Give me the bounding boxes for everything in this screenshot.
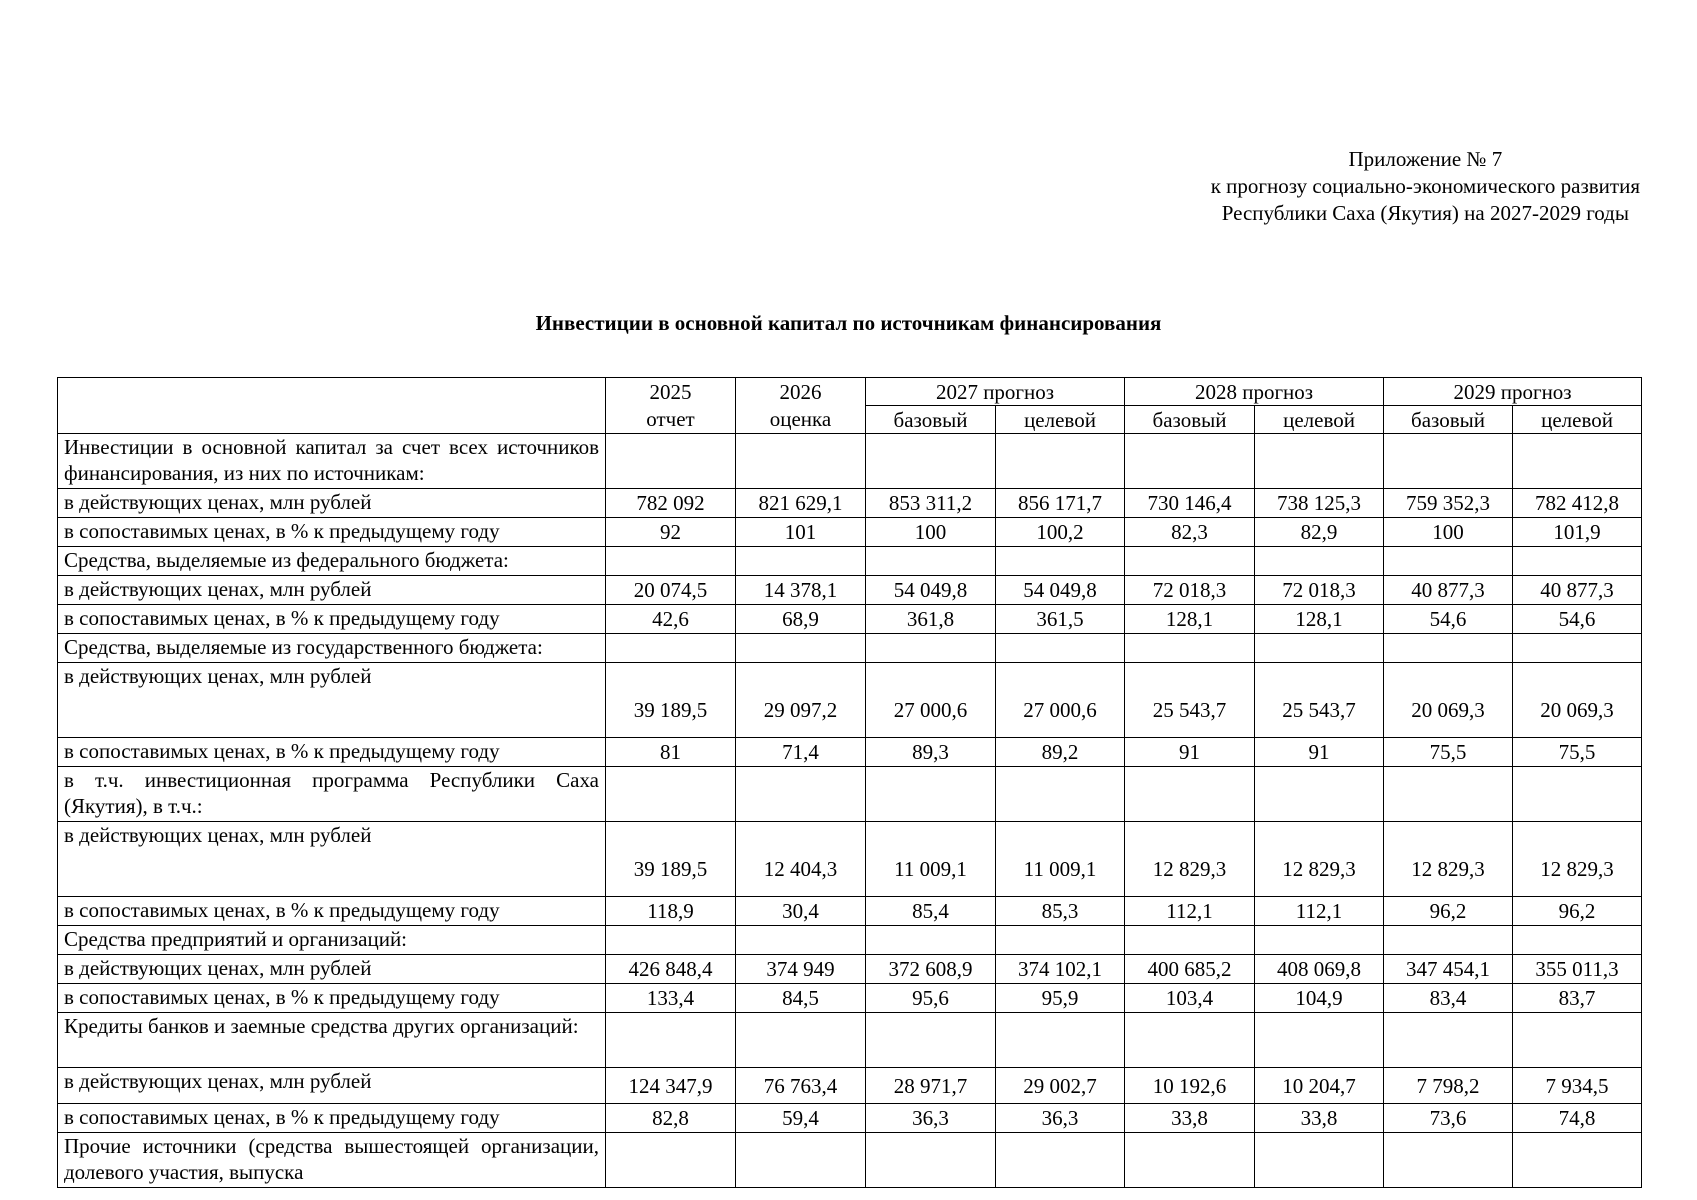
value-cell: 400 685,2 (1125, 955, 1255, 984)
appendix-note (1211, 146, 1640, 227)
value-cell (736, 634, 866, 663)
row-label: в действующих ценах, млн рублей (58, 576, 606, 605)
value-cell: 128,1 (1125, 605, 1255, 634)
value-cell: 103,4 (1125, 984, 1255, 1013)
value-cell: 40 877,3 (1384, 576, 1513, 605)
table-row (58, 663, 1642, 738)
table-row (58, 767, 1642, 822)
value-cell: 14 378,1 (736, 576, 866, 605)
value-cell: 101,9 (1513, 518, 1642, 547)
header-empty-cell (58, 378, 606, 434)
value-cell: 29 002,7 (996, 1068, 1125, 1104)
value-cell: 71,4 (736, 738, 866, 767)
value-cell: 361,5 (996, 605, 1125, 634)
value-cell (606, 1133, 736, 1188)
value-cell (1513, 1013, 1642, 1068)
value-cell: 85,3 (996, 897, 1125, 926)
value-cell: 91 (1125, 738, 1255, 767)
row-label: в т.ч. инвестиционная программа Республики Саха (Якутия), в т.ч.: (58, 767, 606, 822)
value-cell: 100 (1384, 518, 1513, 547)
row-label: Средства, выделяемые из федерального бюджета: (58, 547, 606, 576)
value-cell: 82,3 (1125, 518, 1255, 547)
value-cell: 10 192,6 (1125, 1068, 1255, 1104)
table-row (58, 738, 1642, 767)
table-row (58, 1013, 1642, 1068)
value-cell: 73,6 (1384, 1104, 1513, 1133)
value-cell: 27 000,6 (996, 663, 1125, 738)
value-cell: 408 069,8 (1255, 955, 1384, 984)
value-cell: 85,4 (866, 897, 996, 926)
table-row (58, 434, 1642, 489)
table-row (58, 518, 1642, 547)
value-cell (1125, 1133, 1255, 1188)
value-cell: 118,9 (606, 897, 736, 926)
value-cell: 361,8 (866, 605, 996, 634)
value-cell: 12 829,3 (1384, 822, 1513, 897)
value-cell (866, 767, 996, 822)
value-cell: 782 412,8 (1513, 489, 1642, 518)
value-cell: 372 608,9 (866, 955, 996, 984)
value-cell (1384, 434, 1513, 489)
value-cell: 104,9 (1255, 984, 1384, 1013)
value-cell (1255, 547, 1384, 576)
header-2025: 2025 (606, 378, 736, 406)
value-cell: 76 763,4 (736, 1068, 866, 1104)
value-cell: 112,1 (1255, 897, 1384, 926)
row-label: в действующих ценах, млн рублей (58, 1068, 606, 1104)
value-cell: 33,8 (1125, 1104, 1255, 1133)
value-cell: 81 (606, 738, 736, 767)
value-cell (736, 547, 866, 576)
value-cell: 759 352,3 (1384, 489, 1513, 518)
value-cell (1255, 767, 1384, 822)
value-cell: 40 877,3 (1513, 576, 1642, 605)
value-cell (606, 547, 736, 576)
value-cell (1255, 1013, 1384, 1068)
value-cell: 96,2 (1513, 897, 1642, 926)
table-row (58, 1133, 1642, 1188)
value-cell: 12 829,3 (1513, 822, 1642, 897)
document-title: Инвестиции в основной капитал по источникам финансирования (535, 311, 1162, 335)
header-2029-target: целевой (1513, 406, 1642, 434)
value-cell: 54,6 (1384, 605, 1513, 634)
value-cell (1513, 547, 1642, 576)
header-2028-target: целевой (1255, 406, 1384, 434)
value-cell: 92 (606, 518, 736, 547)
value-cell: 68,9 (736, 605, 866, 634)
value-cell: 25 543,7 (1125, 663, 1255, 738)
table-row (58, 634, 1642, 663)
value-cell (1513, 434, 1642, 489)
value-cell (866, 1013, 996, 1068)
value-cell (866, 634, 996, 663)
value-cell (1125, 547, 1255, 576)
value-cell (606, 926, 736, 955)
value-cell: 59,4 (736, 1104, 866, 1133)
value-cell: 75,5 (1384, 738, 1513, 767)
value-cell (736, 1133, 866, 1188)
row-label: Кредиты банков и заемные средства других организаций: (58, 1013, 606, 1068)
value-cell: 133,4 (606, 984, 736, 1013)
value-cell (606, 1013, 736, 1068)
value-cell: 853 311,2 (866, 489, 996, 518)
value-cell: 11 009,1 (866, 822, 996, 897)
value-cell: 27 000,6 (866, 663, 996, 738)
value-cell (1255, 434, 1384, 489)
appendix-line-2: к прогнозу социально-экономического развития (1210, 174, 1640, 198)
value-cell (1125, 634, 1255, 663)
value-cell (1513, 1133, 1642, 1188)
value-cell (1125, 434, 1255, 489)
value-cell (866, 434, 996, 489)
table-row (58, 605, 1642, 634)
value-cell (736, 926, 866, 955)
header-2027-target: целевой (996, 406, 1125, 434)
row-label: в сопоставимых ценах, в % к предыдущему году (58, 605, 606, 634)
table-row (58, 547, 1642, 576)
value-cell: 72 018,3 (1125, 576, 1255, 605)
value-cell (996, 434, 1125, 489)
value-cell: 20 074,5 (606, 576, 736, 605)
value-cell (1513, 767, 1642, 822)
value-cell: 25 543,7 (1255, 663, 1384, 738)
row-label: Инвестиции в основной капитал за счет всех источников финансирования, из них по источникам: (58, 434, 606, 489)
value-cell: 20 069,3 (1384, 663, 1513, 738)
table-row (58, 576, 1642, 605)
table-row (58, 955, 1642, 984)
value-cell: 74,8 (1513, 1104, 1642, 1133)
value-cell: 782 092 (606, 489, 736, 518)
header-2028: 2028 прогноз (1125, 378, 1384, 406)
value-cell: 30,4 (736, 897, 866, 926)
table-row (58, 1104, 1642, 1133)
value-cell: 82,8 (606, 1104, 736, 1133)
value-cell: 20 069,3 (1513, 663, 1642, 738)
value-cell: 95,9 (996, 984, 1125, 1013)
value-cell (606, 434, 736, 489)
row-label: Средства, выделяемые из государственного бюджета: (58, 634, 606, 663)
value-cell: 347 454,1 (1384, 955, 1513, 984)
value-cell: 82,9 (1255, 518, 1384, 547)
value-cell (1255, 634, 1384, 663)
table-row (58, 1068, 1642, 1104)
value-cell: 39 189,5 (606, 663, 736, 738)
row-label: в сопоставимых ценах, в % к предыдущему году (58, 984, 606, 1013)
value-cell: 84,5 (736, 984, 866, 1013)
value-cell: 374 102,1 (996, 955, 1125, 984)
value-cell: 7 798,2 (1384, 1068, 1513, 1104)
value-cell (606, 767, 736, 822)
value-cell (996, 547, 1125, 576)
row-label: в сопоставимых ценах, в % к предыдущему году (58, 1104, 606, 1133)
value-cell: 33,8 (1255, 1104, 1384, 1133)
value-cell (1513, 926, 1642, 955)
value-cell (736, 1013, 866, 1068)
value-cell: 128,1 (1255, 605, 1384, 634)
value-cell: 28 971,7 (866, 1068, 996, 1104)
value-cell (866, 1133, 996, 1188)
value-cell: 12 404,3 (736, 822, 866, 897)
investment-table (57, 377, 1642, 1188)
value-cell: 738 125,3 (1255, 489, 1384, 518)
value-cell (606, 634, 736, 663)
value-cell (996, 1133, 1125, 1188)
value-cell (1384, 634, 1513, 663)
value-cell: 12 829,3 (1125, 822, 1255, 897)
value-cell: 821 629,1 (736, 489, 866, 518)
row-label: в действующих ценах, млн рублей (58, 955, 606, 984)
header-2029: 2029 прогноз (1384, 378, 1642, 406)
value-cell: 72 018,3 (1255, 576, 1384, 605)
value-cell (736, 434, 866, 489)
row-label: Средства предприятий и организаций: (58, 926, 606, 955)
value-cell (1384, 926, 1513, 955)
value-cell (1125, 926, 1255, 955)
header-2029-base: базовый (1384, 406, 1513, 434)
value-cell (1384, 547, 1513, 576)
value-cell: 54 049,8 (996, 576, 1125, 605)
row-label: в действующих ценах, млн рублей (58, 663, 606, 738)
row-label: Прочие источники (средства вышестоящей организации, долевого участия, выпуска (58, 1133, 606, 1188)
value-cell (996, 634, 1125, 663)
value-cell (1384, 767, 1513, 822)
value-cell: 54,6 (1513, 605, 1642, 634)
table-row (58, 489, 1642, 518)
header-2027-base: базовый (866, 406, 996, 434)
value-cell (1125, 767, 1255, 822)
value-cell: 83,4 (1384, 984, 1513, 1013)
value-cell: 36,3 (866, 1104, 996, 1133)
header-2026-sub: оценка (736, 406, 866, 434)
value-cell (1384, 1013, 1513, 1068)
table-row (58, 926, 1642, 955)
value-cell: 36,3 (996, 1104, 1125, 1133)
value-cell (1125, 1013, 1255, 1068)
value-cell: 12 829,3 (1255, 822, 1384, 897)
value-cell: 124 347,9 (606, 1068, 736, 1104)
value-cell (1384, 1133, 1513, 1188)
header-2025-sub: отчет (606, 406, 736, 434)
value-cell (996, 1013, 1125, 1068)
value-cell: 54 049,8 (866, 576, 996, 605)
value-cell (1513, 634, 1642, 663)
header-2026: 2026 (736, 378, 866, 406)
value-cell: 730 146,4 (1125, 489, 1255, 518)
value-cell: 39 189,5 (606, 822, 736, 897)
header-row-years (58, 378, 1642, 406)
value-cell: 10 204,7 (1255, 1068, 1384, 1104)
value-cell: 355 011,3 (1513, 955, 1642, 984)
row-label: в сопоставимых ценах, в % к предыдущему году (58, 518, 606, 547)
value-cell: 11 009,1 (996, 822, 1125, 897)
table-row (58, 822, 1642, 897)
value-cell (996, 767, 1125, 822)
value-cell (1255, 926, 1384, 955)
row-label: в сопоставимых ценах, в % к предыдущему году (58, 897, 606, 926)
value-cell (866, 926, 996, 955)
value-cell: 426 848,4 (606, 955, 736, 984)
value-cell: 95,6 (866, 984, 996, 1013)
row-label: в действующих ценах, млн рублей (58, 489, 606, 518)
value-cell: 856 171,7 (996, 489, 1125, 518)
value-cell: 100 (866, 518, 996, 547)
value-cell (996, 926, 1125, 955)
value-cell: 96,2 (1384, 897, 1513, 926)
value-cell: 374 949 (736, 955, 866, 984)
value-cell (1255, 1133, 1384, 1188)
value-cell: 83,7 (1513, 984, 1642, 1013)
value-cell: 42,6 (606, 605, 736, 634)
appendix-line-3: Республики Саха (Якутия) на 2027-2029 годы (1221, 201, 1629, 225)
value-cell: 100,2 (996, 518, 1125, 547)
header-2028-base: базовый (1125, 406, 1255, 434)
value-cell: 29 097,2 (736, 663, 866, 738)
value-cell (736, 767, 866, 822)
value-cell: 89,2 (996, 738, 1125, 767)
table-row (58, 984, 1642, 1013)
row-label: в действующих ценах, млн рублей (58, 822, 606, 897)
value-cell: 91 (1255, 738, 1384, 767)
table-row (58, 897, 1642, 926)
value-cell: 89,3 (866, 738, 996, 767)
value-cell (866, 547, 996, 576)
row-label: в сопоставимых ценах, в % к предыдущему году (58, 738, 606, 767)
header-2027: 2027 прогноз (866, 378, 1125, 406)
appendix-line-1: Приложение № 7 (1348, 147, 1503, 171)
value-cell: 75,5 (1513, 738, 1642, 767)
value-cell: 7 934,5 (1513, 1068, 1642, 1104)
value-cell: 101 (736, 518, 866, 547)
value-cell: 112,1 (1125, 897, 1255, 926)
